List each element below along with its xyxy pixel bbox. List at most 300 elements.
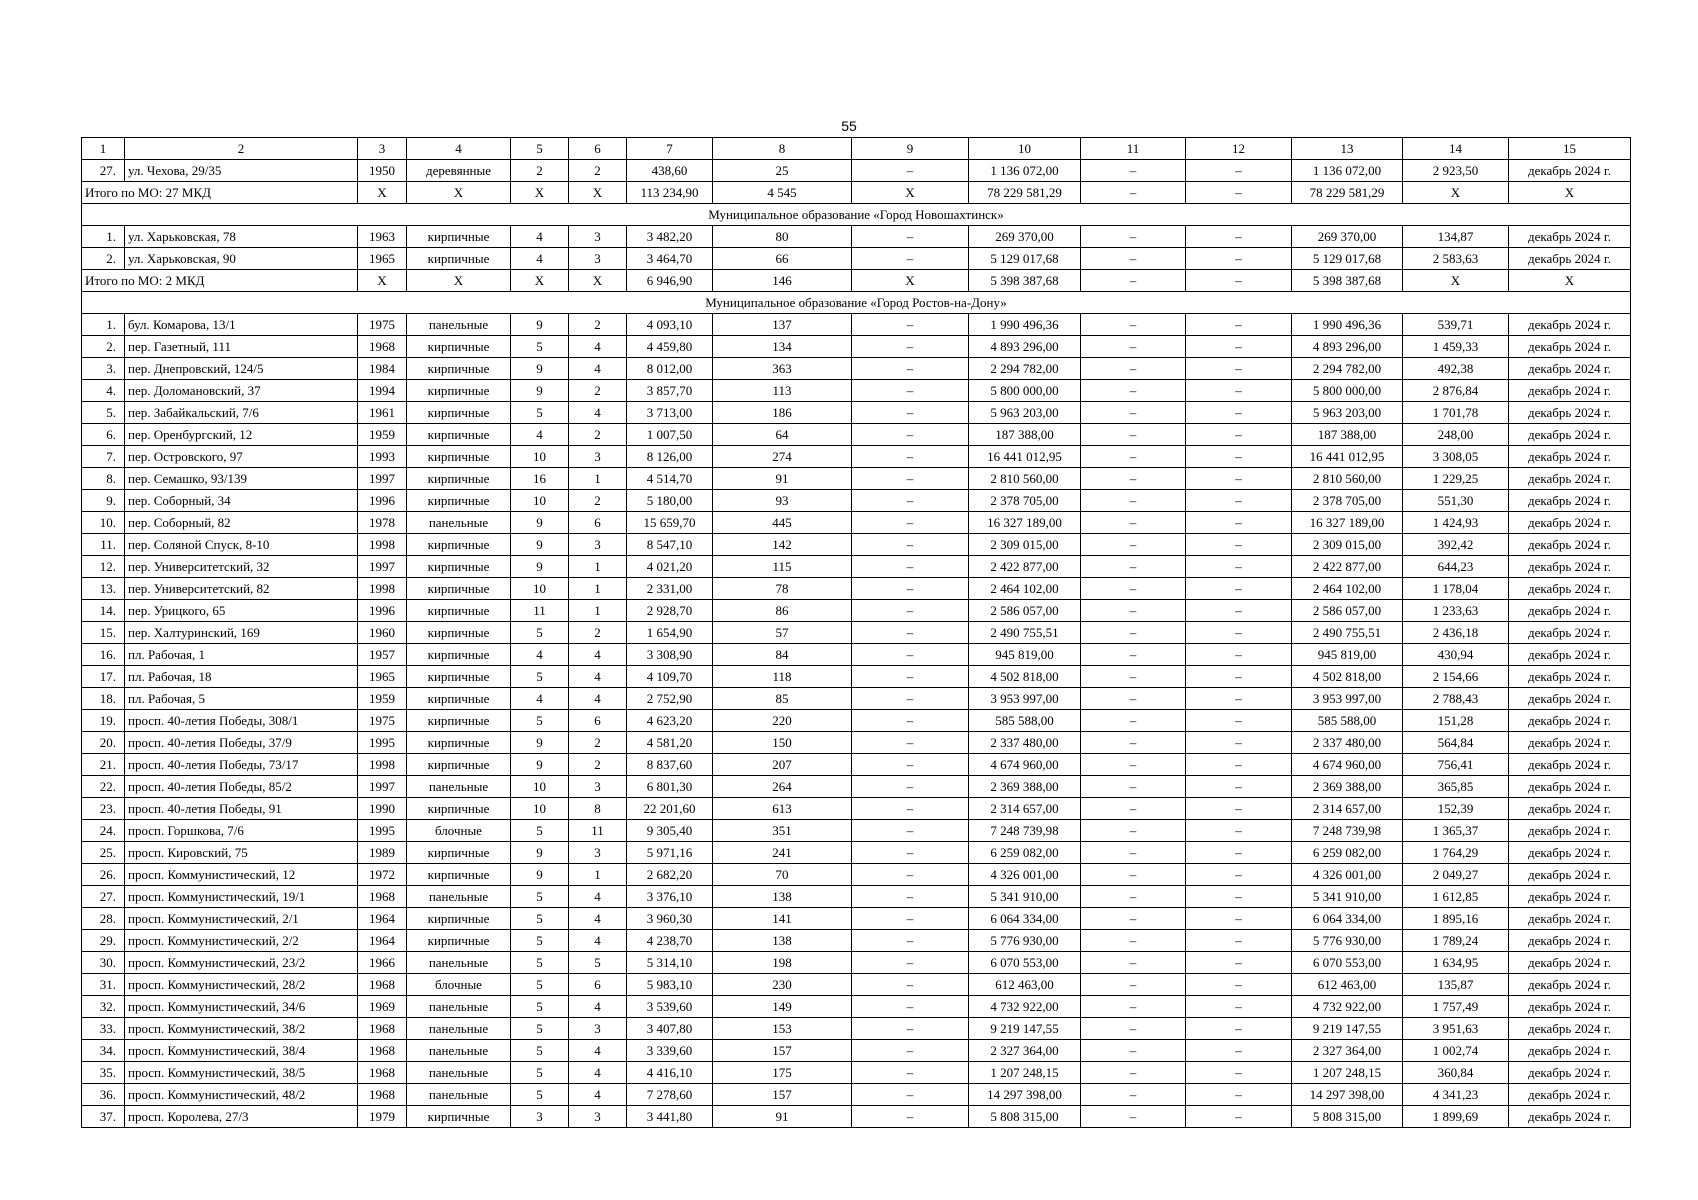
table-cell: 392,42 (1403, 534, 1509, 556)
table-cell: декабрь 2024 г. (1509, 886, 1631, 908)
table-cell: – (1081, 930, 1186, 952)
table-cell: X (1509, 182, 1631, 204)
table-cell: 3. (82, 358, 125, 380)
table-cell: 2 (569, 424, 627, 446)
table-cell: 274 (713, 446, 852, 468)
column-number: 8 (713, 138, 852, 160)
table-cell: 9 (511, 842, 569, 864)
table-cell: 3 953 997,00 (969, 688, 1081, 710)
table-cell: 150 (713, 732, 852, 754)
table-cell: 2 (569, 490, 627, 512)
table-cell: 27. (82, 160, 125, 182)
table-cell: кирпичные (407, 666, 511, 688)
table-row (82, 820, 1631, 842)
table-cell: – (1186, 270, 1292, 292)
table-cell: 2 369 388,00 (969, 776, 1081, 798)
table-cell: 2 586 057,00 (969, 600, 1081, 622)
table-cell: – (852, 996, 969, 1018)
table-cell: – (1186, 336, 1292, 358)
table-cell: 1997 (358, 556, 407, 578)
table-cell: 1961 (358, 402, 407, 424)
table-cell: 2 154,66 (1403, 666, 1509, 688)
table-cell: 2 (511, 160, 569, 182)
table-cell: просп. Коммунистический, 48/2 (125, 1084, 358, 1106)
table-cell: X (852, 270, 969, 292)
table-cell: кирпичные (407, 842, 511, 864)
column-number: 1 (82, 138, 125, 160)
table-cell: 198 (713, 952, 852, 974)
table-cell: 10 (511, 490, 569, 512)
table-cell: 1965 (358, 666, 407, 688)
table-cell: 1990 (358, 798, 407, 820)
table-cell: – (1186, 644, 1292, 666)
table-cell: 2 810 560,00 (969, 468, 1081, 490)
column-number: 7 (627, 138, 713, 160)
table-cell: – (852, 380, 969, 402)
table-cell: 1 233,63 (1403, 600, 1509, 622)
table-cell: 3 (569, 1018, 627, 1040)
table-cell: просп. Коммунистический, 19/1 (125, 886, 358, 908)
table-cell: 1984 (358, 358, 407, 380)
table-cell: 7 278,60 (627, 1084, 713, 1106)
section-header-row (82, 204, 1631, 226)
table-cell: 445 (713, 512, 852, 534)
table-cell: декабрь 2024 г. (1509, 556, 1631, 578)
table-cell: кирпичные (407, 710, 511, 732)
table-cell: 3 407,80 (627, 1018, 713, 1040)
table-cell: 28. (82, 908, 125, 930)
table-cell: 4 581,20 (627, 732, 713, 754)
table-cell: пл. Рабочая, 18 (125, 666, 358, 688)
table-cell: 9 (511, 754, 569, 776)
table-cell: – (852, 358, 969, 380)
table-cell: 2 490 755,51 (969, 622, 1081, 644)
table-row (82, 512, 1631, 534)
table-cell: 1975 (358, 710, 407, 732)
table-cell: 26. (82, 864, 125, 886)
table-cell: 4 (569, 996, 627, 1018)
table-cell: 8 547,10 (627, 534, 713, 556)
table-cell: кирпичные (407, 908, 511, 930)
table-cell: 6 (569, 710, 627, 732)
table-row (82, 776, 1631, 798)
table-cell: 141 (713, 908, 852, 930)
table-cell: – (852, 710, 969, 732)
table-cell: 5 (511, 974, 569, 996)
table-cell: 2 436,18 (1403, 622, 1509, 644)
table-cell: 134,87 (1403, 226, 1509, 248)
table-cell: – (1186, 248, 1292, 270)
table-cell: X (1509, 270, 1631, 292)
table-cell: 93 (713, 490, 852, 512)
table-cell: 1968 (358, 974, 407, 996)
table-cell: – (852, 622, 969, 644)
table-cell: 5. (82, 402, 125, 424)
table-cell: декабрь 2024 г. (1509, 996, 1631, 1018)
table-cell: – (1186, 468, 1292, 490)
table-row (82, 996, 1631, 1018)
table-cell: 5 971,16 (627, 842, 713, 864)
table-cell: 25. (82, 842, 125, 864)
table-cell: – (1186, 974, 1292, 996)
table-cell: 1 002,74 (1403, 1040, 1509, 1062)
table-cell: – (1081, 996, 1186, 1018)
table-cell: панельные (407, 512, 511, 534)
table-cell: 2 294 782,00 (969, 358, 1081, 380)
table-cell: декабрь 2024 г. (1509, 644, 1631, 666)
table-cell: 5 129 017,68 (1292, 248, 1403, 270)
table-cell: – (1081, 688, 1186, 710)
table-cell: 2 327 364,00 (1292, 1040, 1403, 1062)
table-cell: 157 (713, 1084, 852, 1106)
table-cell: панельные (407, 776, 511, 798)
table-cell: пер. Оренбургский, 12 (125, 424, 358, 446)
table-cell: – (1081, 600, 1186, 622)
table-cell: – (1186, 600, 1292, 622)
table-cell: – (1186, 798, 1292, 820)
table-cell: 2 583,63 (1403, 248, 1509, 270)
table-cell: – (852, 160, 969, 182)
table-cell: 80 (713, 226, 852, 248)
table-cell: 1968 (358, 1018, 407, 1040)
table-cell: 1995 (358, 820, 407, 842)
table-cell: декабрь 2024 г. (1509, 754, 1631, 776)
table-cell: 118 (713, 666, 852, 688)
table-cell: 756,41 (1403, 754, 1509, 776)
table-cell: 1968 (358, 336, 407, 358)
section-header-row (82, 292, 1631, 314)
table-cell: – (852, 908, 969, 930)
table-cell: декабрь 2024 г. (1509, 600, 1631, 622)
table-cell: 5 (511, 336, 569, 358)
table-cell: панельные (407, 952, 511, 974)
table-cell: 4 545 (713, 182, 852, 204)
table-cell: панельные (407, 1084, 511, 1106)
table-cell: 138 (713, 886, 852, 908)
table-cell: 5 398 387,68 (1292, 270, 1403, 292)
table-cell: 4 (569, 644, 627, 666)
table-cell: – (1081, 974, 1186, 996)
table-cell: 2 314 657,00 (969, 798, 1081, 820)
table-cell: декабрь 2024 г. (1509, 952, 1631, 974)
table-row (82, 798, 1631, 820)
table-cell: – (1186, 160, 1292, 182)
table-row (82, 446, 1631, 468)
table-cell: – (852, 556, 969, 578)
table-cell: декабрь 2024 г. (1509, 534, 1631, 556)
table-cell: 2 422 877,00 (969, 556, 1081, 578)
table-cell: – (852, 930, 969, 952)
table-cell: кирпичные (407, 732, 511, 754)
table-cell: 5 (511, 622, 569, 644)
table-cell: – (852, 336, 969, 358)
table-row (82, 380, 1631, 402)
table-cell: 78 229 581,29 (1292, 182, 1403, 204)
table-cell: – (852, 490, 969, 512)
table-row (82, 534, 1631, 556)
table-cell: 4 326 001,00 (969, 864, 1081, 886)
table-cell: 36. (82, 1084, 125, 1106)
table-cell: 137 (713, 314, 852, 336)
table-cell: 2 752,90 (627, 688, 713, 710)
table-cell: 4 (511, 644, 569, 666)
table-cell: X (1403, 270, 1509, 292)
table-cell: 4 (511, 688, 569, 710)
table-cell: 85 (713, 688, 852, 710)
table-cell: кирпичные (407, 336, 511, 358)
table-cell: 4 (569, 930, 627, 952)
table-cell: 2 327 364,00 (969, 1040, 1081, 1062)
table-cell: 3 (511, 1106, 569, 1128)
table-cell: кирпичные (407, 798, 511, 820)
table-cell: декабрь 2024 г. (1509, 1084, 1631, 1106)
table-cell: – (852, 820, 969, 842)
table-row (82, 1062, 1631, 1084)
table-cell: 1 634,95 (1403, 952, 1509, 974)
table-cell: 91 (713, 468, 852, 490)
table-cell: 1 (569, 600, 627, 622)
table-cell: – (1186, 512, 1292, 534)
table-cell: 1 701,78 (1403, 402, 1509, 424)
table-cell: 13. (82, 578, 125, 600)
table-row (82, 710, 1631, 732)
table-cell: – (1186, 556, 1292, 578)
table-cell: – (1081, 820, 1186, 842)
table-cell: – (1081, 864, 1186, 886)
table-cell: кирпичные (407, 248, 511, 270)
table-cell: 9 (511, 864, 569, 886)
table-cell: 945 819,00 (969, 644, 1081, 666)
table-cell: – (1081, 336, 1186, 358)
table-cell: 8. (82, 468, 125, 490)
table-cell: пер. Университетский, 32 (125, 556, 358, 578)
table-cell: 5 (569, 952, 627, 974)
table-cell: – (1081, 380, 1186, 402)
table-cell: 25 (713, 160, 852, 182)
table-cell: 6 070 553,00 (969, 952, 1081, 974)
table-cell: просп. Королева, 27/3 (125, 1106, 358, 1128)
table-cell: 945 819,00 (1292, 644, 1403, 666)
table-cell: 37. (82, 1106, 125, 1128)
table-cell: 2 369 388,00 (1292, 776, 1403, 798)
table-cell: 7 248 739,98 (1292, 820, 1403, 842)
table-cell: 5 808 315,00 (1292, 1106, 1403, 1128)
table-cell: – (1186, 622, 1292, 644)
table-cell: 1950 (358, 160, 407, 182)
table-row (82, 974, 1631, 996)
table-cell: пер. Газетный, 111 (125, 336, 358, 358)
table-cell: 113 234,90 (627, 182, 713, 204)
table-cell: X (407, 270, 511, 292)
table-cell: 4 (569, 688, 627, 710)
table-cell: декабрь 2024 г. (1509, 380, 1631, 402)
table-cell: декабрь 2024 г. (1509, 468, 1631, 490)
table-cell: 220 (713, 710, 852, 732)
table-cell: – (1186, 886, 1292, 908)
table-cell: 4 (569, 908, 627, 930)
table-cell: 12. (82, 556, 125, 578)
table-cell: 5 (511, 1062, 569, 1084)
table-cell: декабрь 2024 г. (1509, 622, 1631, 644)
table-cell: 1998 (358, 534, 407, 556)
table-cell: кирпичные (407, 402, 511, 424)
table-cell: 2 314 657,00 (1292, 798, 1403, 820)
table-cell: 21. (82, 754, 125, 776)
table-cell: 4 326 001,00 (1292, 864, 1403, 886)
table-cell: 27. (82, 886, 125, 908)
table-cell: – (852, 688, 969, 710)
table-cell: – (1186, 534, 1292, 556)
table-cell: 2 337 480,00 (969, 732, 1081, 754)
table-cell: 1959 (358, 424, 407, 446)
table-cell: 6. (82, 424, 125, 446)
table-cell: 5 776 930,00 (1292, 930, 1403, 952)
table-cell: – (1186, 864, 1292, 886)
table-row (82, 556, 1631, 578)
table-cell: 2 810 560,00 (1292, 468, 1403, 490)
table-cell: 7 248 739,98 (969, 820, 1081, 842)
table-cell: пер. Соляной Спуск, 8-10 (125, 534, 358, 556)
table-cell: 10 (511, 446, 569, 468)
table-cell: X (358, 182, 407, 204)
table-cell: декабрь 2024 г. (1509, 1018, 1631, 1040)
table-cell: 16 327 189,00 (969, 512, 1081, 534)
table-cell: 29. (82, 930, 125, 952)
table-cell: 4 893 296,00 (969, 336, 1081, 358)
table-cell: кирпичные (407, 534, 511, 556)
table-row (82, 402, 1631, 424)
table-cell: 1966 (358, 952, 407, 974)
table-cell: 1964 (358, 930, 407, 952)
table-cell: 1968 (358, 886, 407, 908)
table-cell: 1960 (358, 622, 407, 644)
table-cell: 3 951,63 (1403, 1018, 1509, 1040)
column-number: 14 (1403, 138, 1509, 160)
table-cell: 5 (511, 1040, 569, 1062)
table-cell: – (1186, 996, 1292, 1018)
table-cell: ул. Харьковская, 78 (125, 226, 358, 248)
table-cell: 19. (82, 710, 125, 732)
table-cell: – (1186, 402, 1292, 424)
table-cell: 5 808 315,00 (969, 1106, 1081, 1128)
table-cell: 3 (569, 776, 627, 798)
table-cell: – (1081, 710, 1186, 732)
table-cell: 16 (511, 468, 569, 490)
table-cell: 585 588,00 (1292, 710, 1403, 732)
table-cell: – (1081, 358, 1186, 380)
table-cell: 492,38 (1403, 358, 1509, 380)
table-cell: 3 539,60 (627, 996, 713, 1018)
table-cell: 2 490 755,51 (1292, 622, 1403, 644)
table-cell: 612 463,00 (969, 974, 1081, 996)
table-cell: 1968 (358, 1084, 407, 1106)
table-cell: 78 (713, 578, 852, 600)
table-cell: 14 297 398,00 (969, 1084, 1081, 1106)
table-cell: 438,60 (627, 160, 713, 182)
table-cell: 3 308,05 (1403, 446, 1509, 468)
table-cell: 4 (511, 226, 569, 248)
table-cell: 1 757,49 (1403, 996, 1509, 1018)
table-cell: X (407, 182, 511, 204)
table-cell: 5 398 387,68 (969, 270, 1081, 292)
table-cell: 5 341 910,00 (1292, 886, 1403, 908)
table-cell: 14 297 398,00 (1292, 1084, 1403, 1106)
table-cell: 152,39 (1403, 798, 1509, 820)
table-cell: просп. 40-летия Победы, 308/1 (125, 710, 358, 732)
table-cell: – (852, 402, 969, 424)
table-cell: 8 012,00 (627, 358, 713, 380)
table-cell: 1996 (358, 600, 407, 622)
section-title: Муниципальное образование «Город Ростов-на-Дону» (82, 292, 1631, 314)
table-cell: – (1186, 688, 1292, 710)
table-cell: – (1186, 776, 1292, 798)
total-label: Итого по МО: 27 МКД (82, 182, 358, 204)
table-cell: панельные (407, 1040, 511, 1062)
table-cell: декабрь 2024 г. (1509, 160, 1631, 182)
table-row (82, 600, 1631, 622)
table-cell: пл. Рабочая, 1 (125, 644, 358, 666)
table-cell: 4 (569, 402, 627, 424)
table-cell: 1 459,33 (1403, 336, 1509, 358)
table-cell: декабрь 2024 г. (1509, 732, 1631, 754)
table-cell: 5 341 910,00 (969, 886, 1081, 908)
table-cell: декабрь 2024 г. (1509, 446, 1631, 468)
column-number: 9 (852, 138, 969, 160)
table-cell: – (852, 424, 969, 446)
table-cell: панельные (407, 314, 511, 336)
table-cell: 34. (82, 1040, 125, 1062)
table-cell: X (1403, 182, 1509, 204)
table-cell: пер. Халтуринский, 169 (125, 622, 358, 644)
table-cell: 3 (569, 842, 627, 864)
table-cell: 31. (82, 974, 125, 996)
table-cell: – (852, 1040, 969, 1062)
table-cell: 3 339,60 (627, 1040, 713, 1062)
table-cell: декабрь 2024 г. (1509, 820, 1631, 842)
table-row (82, 622, 1631, 644)
table-cell: 7. (82, 446, 125, 468)
table-cell: 1968 (358, 1062, 407, 1084)
table-cell: – (852, 1018, 969, 1040)
table-cell: пер. Урицкого, 65 (125, 600, 358, 622)
table-cell: 1993 (358, 446, 407, 468)
table-cell: – (1186, 424, 1292, 446)
table-cell: 1975 (358, 314, 407, 336)
table-cell: – (1081, 556, 1186, 578)
table-cell: 269 370,00 (969, 226, 1081, 248)
table-cell: 15 659,70 (627, 512, 713, 534)
table-cell: 16 441 012,95 (969, 446, 1081, 468)
table-cell: – (852, 1106, 969, 1128)
column-number: 12 (1186, 138, 1292, 160)
table-cell: 24. (82, 820, 125, 842)
table-cell: – (1081, 798, 1186, 820)
table-cell: просп. 40-летия Победы, 91 (125, 798, 358, 820)
table-cell: 2 378 705,00 (1292, 490, 1403, 512)
table-cell: 5 (511, 1018, 569, 1040)
table-cell: 1 365,37 (1403, 820, 1509, 842)
table-cell: декабрь 2024 г. (1509, 490, 1631, 512)
table-cell: – (1186, 930, 1292, 952)
table-cell: декабрь 2024 г. (1509, 1040, 1631, 1062)
table-cell: 1 178,04 (1403, 578, 1509, 600)
table-cell: 644,23 (1403, 556, 1509, 578)
table-cell: просп. Горшкова, 7/6 (125, 820, 358, 842)
table-cell: 4 416,10 (627, 1062, 713, 1084)
table-cell: – (1081, 226, 1186, 248)
table-cell: 2 422 877,00 (1292, 556, 1403, 578)
table-cell: 16 327 189,00 (1292, 512, 1403, 534)
